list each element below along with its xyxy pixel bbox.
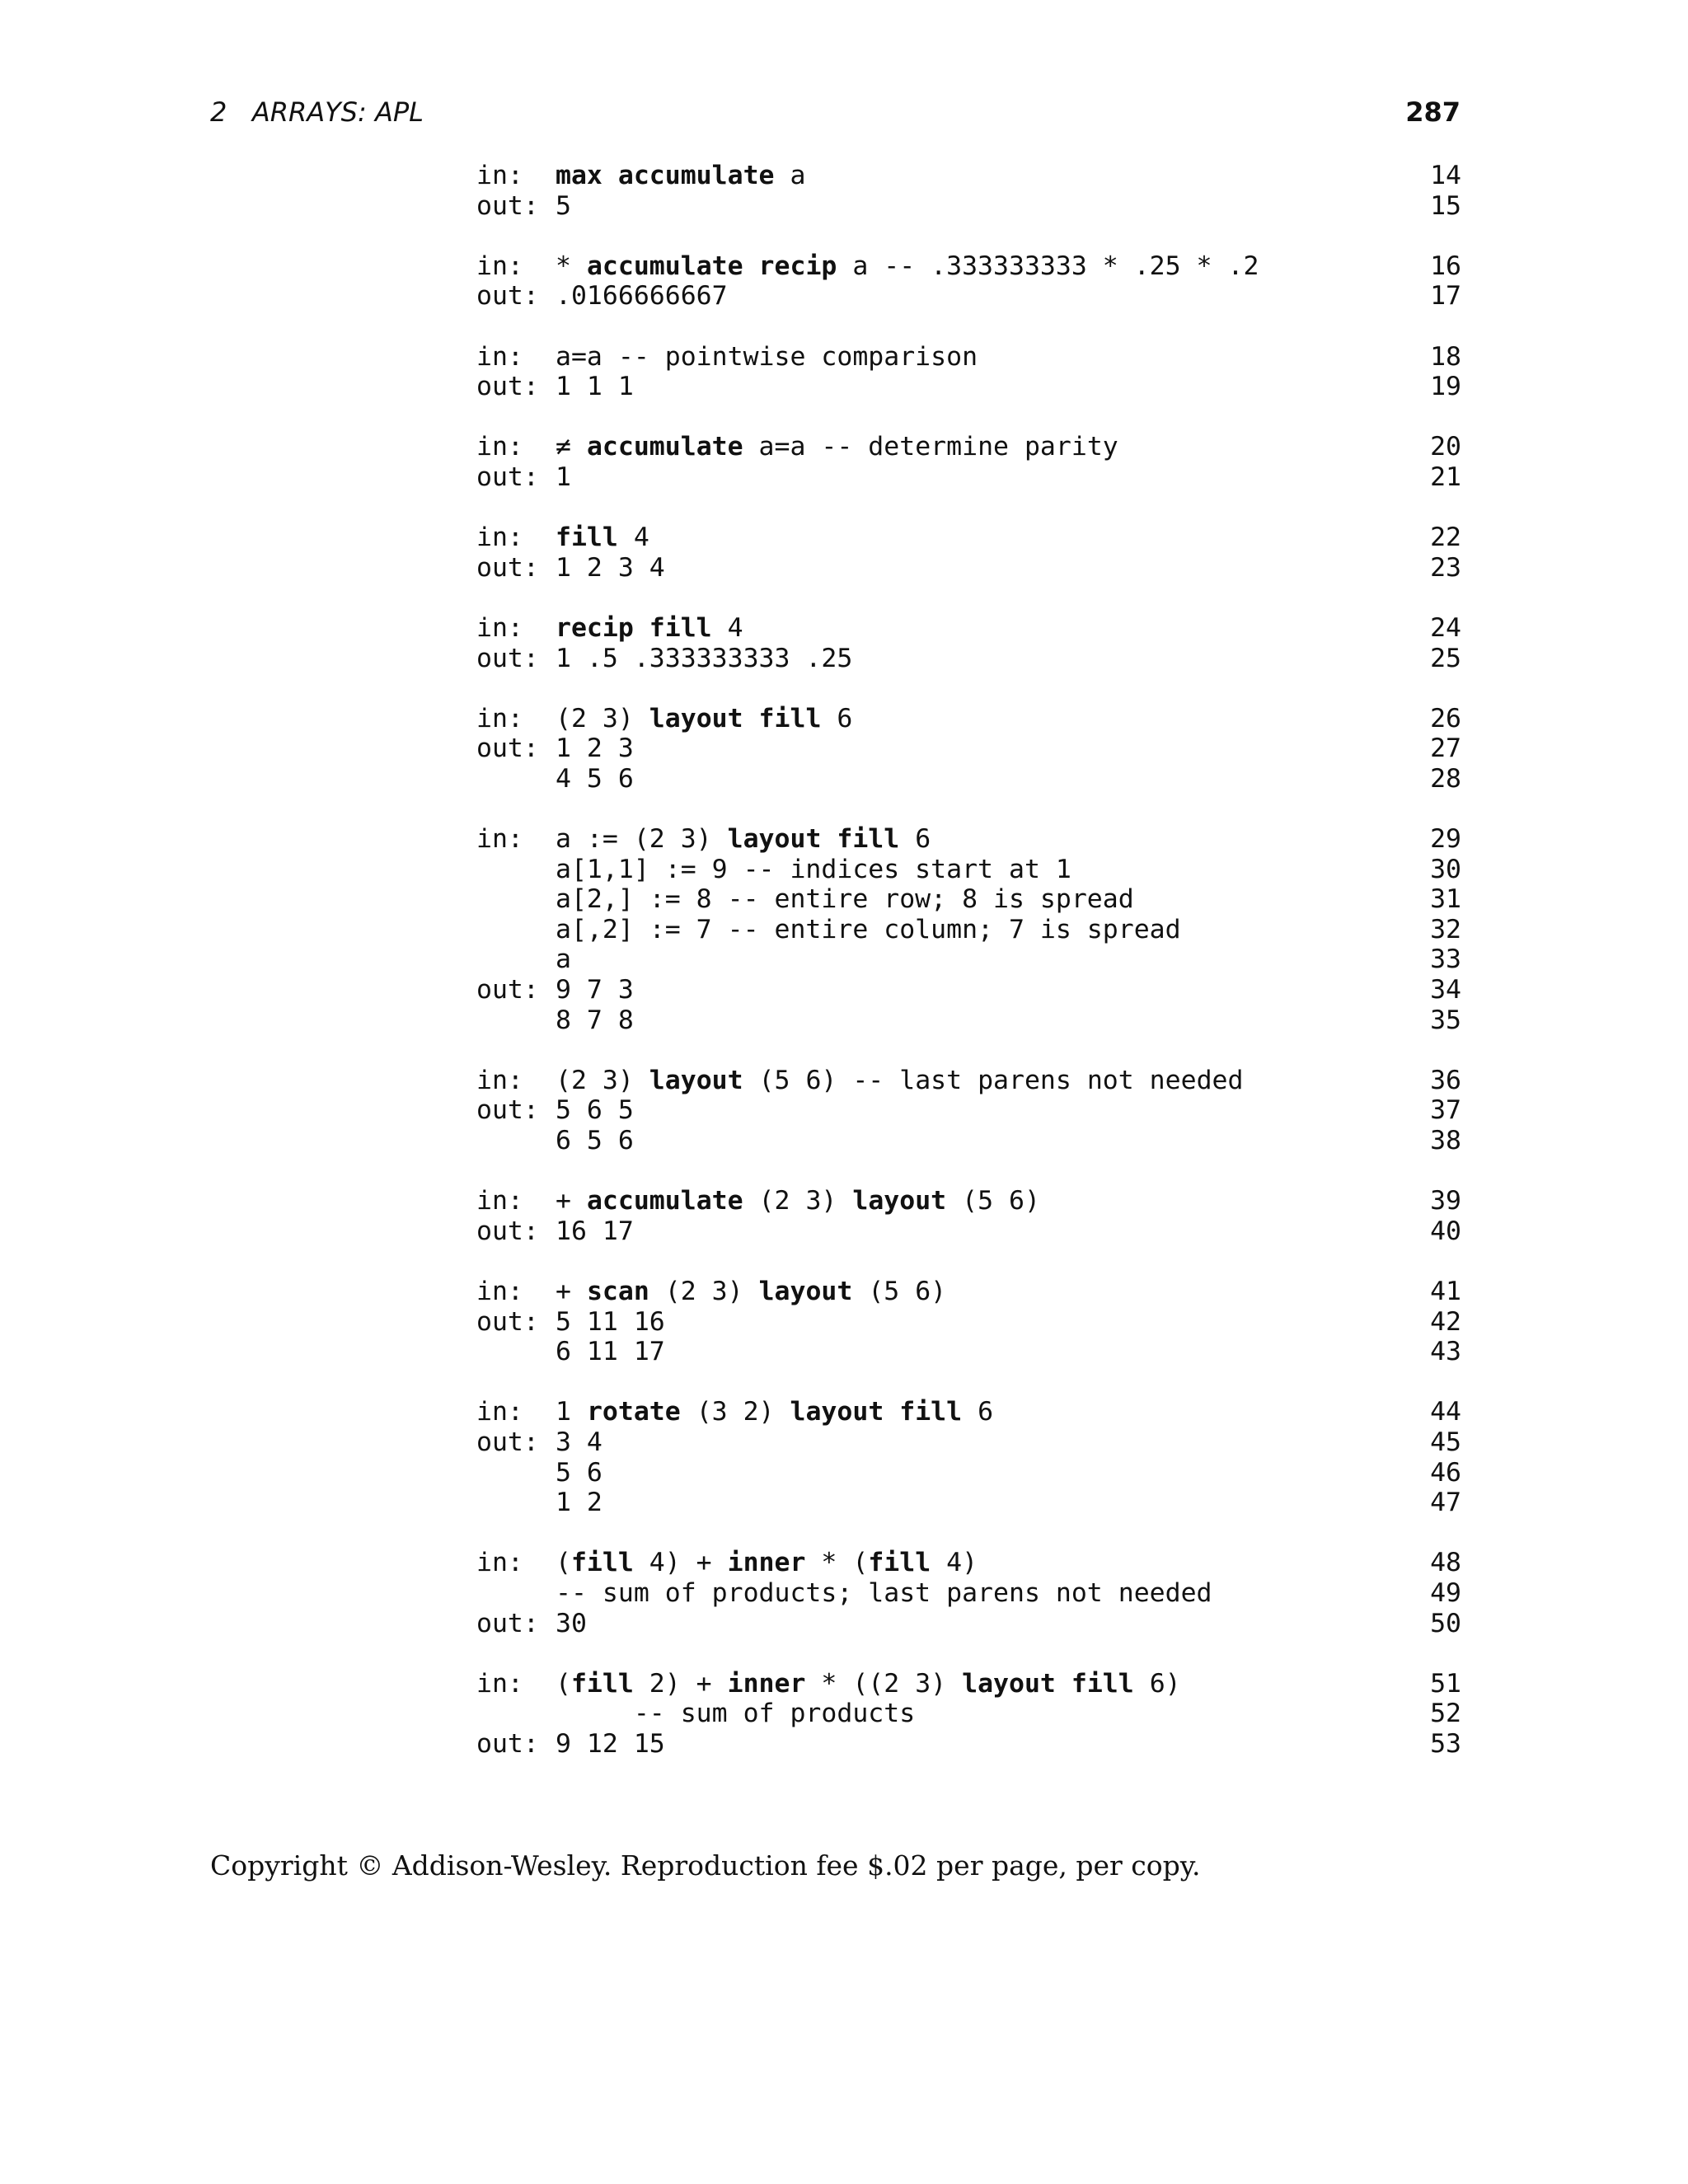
line-number: 16 — [1430, 251, 1461, 281]
code-line — [476, 1066, 1461, 1096]
line-code — [556, 915, 1395, 945]
blank-line — [476, 402, 1461, 433]
code-text: a := (2 3) — [556, 824, 728, 855]
keyword: accumulate recip — [586, 251, 837, 281]
line-prompt: out: — [476, 1216, 539, 1246]
code-line — [476, 764, 1461, 794]
code-text: 1 2 3 — [556, 733, 634, 764]
line-prompt — [476, 855, 556, 885]
line-prompt: out: — [476, 1728, 539, 1759]
code-line — [476, 1609, 1461, 1639]
line-number: 29 — [1430, 824, 1461, 855]
keyword: accumulate — [586, 1186, 743, 1216]
code-text: 5 6 5 — [556, 1095, 634, 1126]
line-code — [556, 161, 1395, 191]
code-text: 4 5 6 — [556, 763, 634, 794]
line-code — [556, 1337, 1395, 1367]
line-number: 14 — [1430, 161, 1461, 190]
code-text: ( — [556, 1668, 571, 1699]
line-number: 19 — [1430, 372, 1461, 402]
line-code — [556, 1005, 1395, 1036]
code-text: a — [774, 161, 806, 190]
blank-line — [476, 312, 1461, 342]
line-number: 37 — [1430, 1095, 1461, 1126]
line-number: 24 — [1430, 612, 1461, 643]
code-text: 4) + — [633, 1548, 728, 1578]
code-text: * — [556, 251, 587, 281]
line-number: 28 — [1430, 763, 1461, 794]
line-number: 40 — [1430, 1216, 1461, 1246]
line-prompt: in: — [476, 341, 523, 372]
code-line — [476, 975, 1461, 1005]
keyword: layout fill — [649, 703, 822, 733]
line-prompt: out: — [476, 372, 539, 402]
code-line — [476, 824, 1461, 855]
code-text: 16 17 — [556, 1216, 634, 1246]
code-line — [476, 1458, 1461, 1488]
line-code — [556, 1277, 1395, 1307]
code-text: (2 3) — [556, 1065, 649, 1095]
line-number: 52 — [1430, 1699, 1461, 1729]
code-text: .0166666667 — [556, 281, 728, 312]
code-line — [476, 161, 1461, 191]
code-line — [476, 1578, 1461, 1609]
code-text: + — [556, 1276, 587, 1306]
line-code — [556, 1126, 1395, 1156]
line-prompt: out: — [476, 733, 539, 764]
line-code — [556, 704, 1395, 734]
line-prompt: in: — [476, 251, 523, 281]
line-code — [556, 764, 1395, 794]
line-code — [556, 1397, 1395, 1427]
line-prompt: in: — [476, 1548, 523, 1578]
line-number: 23 — [1430, 552, 1461, 583]
line-code — [556, 1729, 1395, 1760]
code-text: 4) — [931, 1548, 978, 1578]
code-text: * ((2 3) — [805, 1668, 963, 1699]
code-text: 3 4 — [556, 1427, 603, 1457]
code-text: 1 — [556, 462, 571, 492]
code-line — [476, 523, 1461, 553]
line-prompt — [476, 944, 556, 975]
code-line — [476, 372, 1461, 402]
code-text: 1 — [556, 1397, 587, 1427]
code-line — [476, 251, 1461, 282]
line-prompt: in: — [476, 1668, 523, 1699]
line-number: 46 — [1430, 1457, 1461, 1488]
code-text: (5 6) — [946, 1186, 1040, 1216]
line-code — [556, 462, 1395, 493]
line-prompt — [476, 1578, 556, 1609]
keyword: max accumulate — [556, 161, 775, 190]
code-line — [476, 1397, 1461, 1427]
line-prompt: out: — [476, 975, 539, 1005]
code-line — [476, 1216, 1461, 1247]
code-line — [476, 1307, 1461, 1338]
code-text: 5 — [556, 190, 571, 221]
code-line — [476, 432, 1461, 462]
code-text: 1 1 1 — [556, 372, 634, 402]
code-line — [476, 342, 1461, 373]
keyword: inner — [727, 1668, 806, 1699]
code-text: 4 — [711, 612, 743, 643]
code-line — [476, 1729, 1461, 1760]
line-prompt: in: — [476, 1276, 523, 1306]
code-line — [476, 1337, 1461, 1367]
code-line — [476, 191, 1461, 222]
keyword: inner — [727, 1548, 806, 1578]
line-number: 39 — [1430, 1186, 1461, 1216]
code-text: 6 — [899, 824, 931, 855]
line-code — [556, 1578, 1395, 1609]
blank-line — [476, 221, 1461, 251]
line-code — [556, 975, 1395, 1005]
code-text: 30 — [556, 1608, 587, 1638]
code-text: (5 6) — [852, 1276, 947, 1306]
line-number: 45 — [1430, 1427, 1461, 1457]
code-text: (2 3) — [743, 1186, 853, 1216]
code-text: ( — [556, 1548, 571, 1578]
line-number: 36 — [1430, 1065, 1461, 1095]
code-text: a[2,] := 8 -- entire row; 8 is spread — [556, 884, 1134, 915]
code-line — [476, 1277, 1461, 1307]
code-text: 6 — [821, 703, 853, 733]
keyword: layout fill — [790, 1397, 963, 1427]
line-number: 33 — [1430, 944, 1461, 975]
line-number: 25 — [1430, 643, 1461, 673]
line-prompt: in: — [476, 1186, 523, 1216]
keyword: recip fill — [556, 612, 712, 643]
line-code — [556, 824, 1395, 855]
line-code — [556, 191, 1395, 222]
line-number: 34 — [1430, 975, 1461, 1005]
line-number: 21 — [1430, 462, 1461, 492]
code-text: a -- .333333333 * .25 * .2 — [837, 251, 1259, 281]
code-text: (2 3) — [649, 1276, 759, 1306]
line-number: 17 — [1430, 281, 1461, 312]
keyword: layout fill — [962, 1668, 1134, 1699]
code-text: 6 — [962, 1397, 994, 1427]
keyword: layout — [852, 1186, 947, 1216]
code-text: ≠ — [556, 432, 587, 462]
blank-line — [476, 1035, 1461, 1066]
code-line — [476, 704, 1461, 734]
line-code — [556, 432, 1395, 462]
code-text: a[1,1] := 9 -- indices start at 1 — [556, 854, 1071, 884]
line-code — [556, 1095, 1395, 1126]
code-text: -- sum of products — [556, 1699, 916, 1729]
line-prompt: in: — [476, 824, 523, 855]
line-code — [556, 855, 1395, 885]
blank-line — [476, 1518, 1461, 1549]
code-text: 1 .5 .333333333 .25 — [556, 643, 853, 673]
keyword: layout — [649, 1065, 743, 1095]
keyword: accumulate — [586, 432, 743, 462]
line-prompt: in: — [476, 432, 523, 462]
line-code — [556, 251, 1395, 282]
line-number: 30 — [1430, 854, 1461, 884]
line-number: 41 — [1430, 1276, 1461, 1306]
line-number: 31 — [1430, 884, 1461, 915]
line-number: 20 — [1430, 432, 1461, 462]
blank-line — [476, 1638, 1461, 1669]
code-line — [476, 1699, 1461, 1729]
line-prompt — [476, 915, 556, 945]
code-line — [476, 915, 1461, 945]
keyword: scan — [586, 1276, 649, 1306]
line-number: 48 — [1430, 1548, 1461, 1578]
line-code — [556, 1699, 1395, 1729]
code-text: 6 5 6 — [556, 1126, 634, 1155]
line-code — [556, 733, 1395, 764]
code-text: -- sum of products; last parens not needed — [556, 1577, 1212, 1608]
line-prompt — [476, 1337, 556, 1367]
code-line — [476, 1126, 1461, 1156]
line-prompt: in: — [476, 612, 523, 643]
line-code — [556, 1066, 1395, 1096]
code-text: 6) — [1133, 1668, 1181, 1699]
line-number: 35 — [1430, 1005, 1461, 1035]
line-prompt: out: — [476, 1306, 539, 1337]
code-line — [476, 855, 1461, 885]
line-prompt: in: — [476, 703, 523, 733]
line-number: 42 — [1430, 1306, 1461, 1337]
code-line — [476, 1488, 1461, 1518]
blank-line — [476, 1246, 1461, 1277]
line-prompt — [476, 1488, 556, 1518]
line-code — [556, 1548, 1395, 1578]
code-text: (5 6) -- last parens not needed — [743, 1065, 1244, 1095]
line-number: 22 — [1430, 523, 1461, 553]
line-prompt: in: — [476, 161, 523, 190]
code-text: 5 6 — [556, 1457, 603, 1488]
line-code — [556, 1427, 1395, 1458]
code-line — [476, 613, 1461, 644]
code-line — [476, 1186, 1461, 1216]
keyword: fill — [570, 1548, 634, 1578]
line-code — [556, 1669, 1395, 1699]
line-prompt: out: — [476, 1095, 539, 1126]
line-code — [556, 372, 1395, 402]
line-code — [556, 553, 1395, 583]
code-text: 8 7 8 — [556, 1005, 634, 1035]
line-prompt: out: — [476, 190, 539, 221]
code-text: (3 2) — [680, 1397, 790, 1427]
code-text: a — [556, 944, 571, 975]
code-line — [476, 1427, 1461, 1458]
line-prompt: in: — [476, 1397, 523, 1427]
code-line — [476, 884, 1461, 915]
line-code — [556, 1307, 1395, 1338]
line-number: 44 — [1430, 1397, 1461, 1427]
keyword: layout — [758, 1276, 853, 1306]
copyright-notice: Copyright © Addison-Wesley. Reproduction fee $.02 per page, per copy. — [210, 1849, 1201, 1882]
line-prompt — [476, 1005, 556, 1036]
code-text: a[,2] := 7 -- entire column; 7 is spread — [556, 914, 1181, 944]
code-listing — [476, 161, 1461, 1759]
code-line — [476, 1548, 1461, 1578]
line-prompt — [476, 1699, 556, 1729]
code-text: 1 2 3 4 — [556, 552, 665, 583]
code-text: 6 11 17 — [556, 1337, 665, 1367]
line-prompt: in: — [476, 1065, 523, 1095]
line-prompt — [476, 1126, 556, 1156]
code-text: 9 12 15 — [556, 1728, 665, 1759]
blank-line — [476, 1367, 1461, 1398]
blank-line — [476, 1156, 1461, 1187]
line-code — [556, 342, 1395, 373]
line-code — [556, 613, 1395, 644]
code-text: 5 11 16 — [556, 1306, 665, 1337]
code-text: 1 2 — [556, 1488, 603, 1518]
blank-line — [476, 493, 1461, 523]
keyword: rotate — [586, 1397, 681, 1427]
line-code — [556, 944, 1395, 975]
line-code — [556, 1609, 1395, 1639]
keyword: fill — [570, 1668, 634, 1699]
line-code — [556, 281, 1395, 312]
blank-line — [476, 794, 1461, 824]
line-prompt — [476, 884, 556, 915]
line-number: 50 — [1430, 1608, 1461, 1638]
running-header-chapter: 2 ARRAYS: APL — [210, 96, 424, 128]
line-code — [556, 523, 1395, 553]
line-number: 27 — [1430, 733, 1461, 764]
line-prompt: in: — [476, 523, 523, 553]
line-prompt: out: — [476, 643, 539, 673]
line-number: 49 — [1430, 1577, 1461, 1608]
code-line — [476, 462, 1461, 493]
code-line — [476, 733, 1461, 764]
line-prompt: out: — [476, 281, 539, 312]
line-prompt — [476, 1458, 556, 1488]
code-text: a=a -- determine parity — [743, 432, 1118, 462]
code-text: 4 — [617, 523, 649, 553]
code-text: (2 3) — [556, 703, 649, 733]
blank-line — [476, 673, 1461, 704]
line-number: 51 — [1430, 1668, 1461, 1699]
blank-line — [476, 583, 1461, 613]
line-prompt: out: — [476, 1608, 539, 1638]
line-code — [556, 884, 1395, 915]
line-number: 38 — [1430, 1126, 1461, 1155]
code-line — [476, 1095, 1461, 1126]
line-prompt: out: — [476, 462, 539, 492]
line-number: 43 — [1430, 1337, 1461, 1367]
code-text: 2) + — [633, 1668, 728, 1699]
line-prompt: out: — [476, 1427, 539, 1457]
code-line — [476, 1669, 1461, 1699]
line-prompt — [476, 764, 556, 794]
code-text: 9 7 3 — [556, 975, 634, 1005]
keyword: fill — [868, 1548, 931, 1578]
code-line — [476, 944, 1461, 975]
keyword: layout fill — [727, 824, 900, 855]
line-number: 47 — [1430, 1488, 1461, 1518]
code-line — [476, 644, 1461, 674]
code-text: * ( — [805, 1548, 869, 1578]
code-line — [476, 281, 1461, 312]
line-number: 26 — [1430, 703, 1461, 733]
code-line — [476, 1005, 1461, 1036]
code-text: + — [556, 1186, 587, 1216]
page-number: 287 — [1405, 96, 1461, 128]
line-code — [556, 1488, 1395, 1518]
line-code — [556, 1216, 1395, 1247]
code-text: a=a -- pointwise comparison — [556, 341, 978, 372]
line-code — [556, 644, 1395, 674]
line-number: 53 — [1430, 1728, 1461, 1759]
line-prompt: out: — [476, 552, 539, 583]
line-code — [556, 1458, 1395, 1488]
line-number: 18 — [1430, 341, 1461, 372]
keyword: fill — [556, 523, 618, 553]
line-code — [556, 1186, 1395, 1216]
line-number: 15 — [1430, 190, 1461, 221]
code-line — [476, 553, 1461, 583]
line-number: 32 — [1430, 914, 1461, 944]
